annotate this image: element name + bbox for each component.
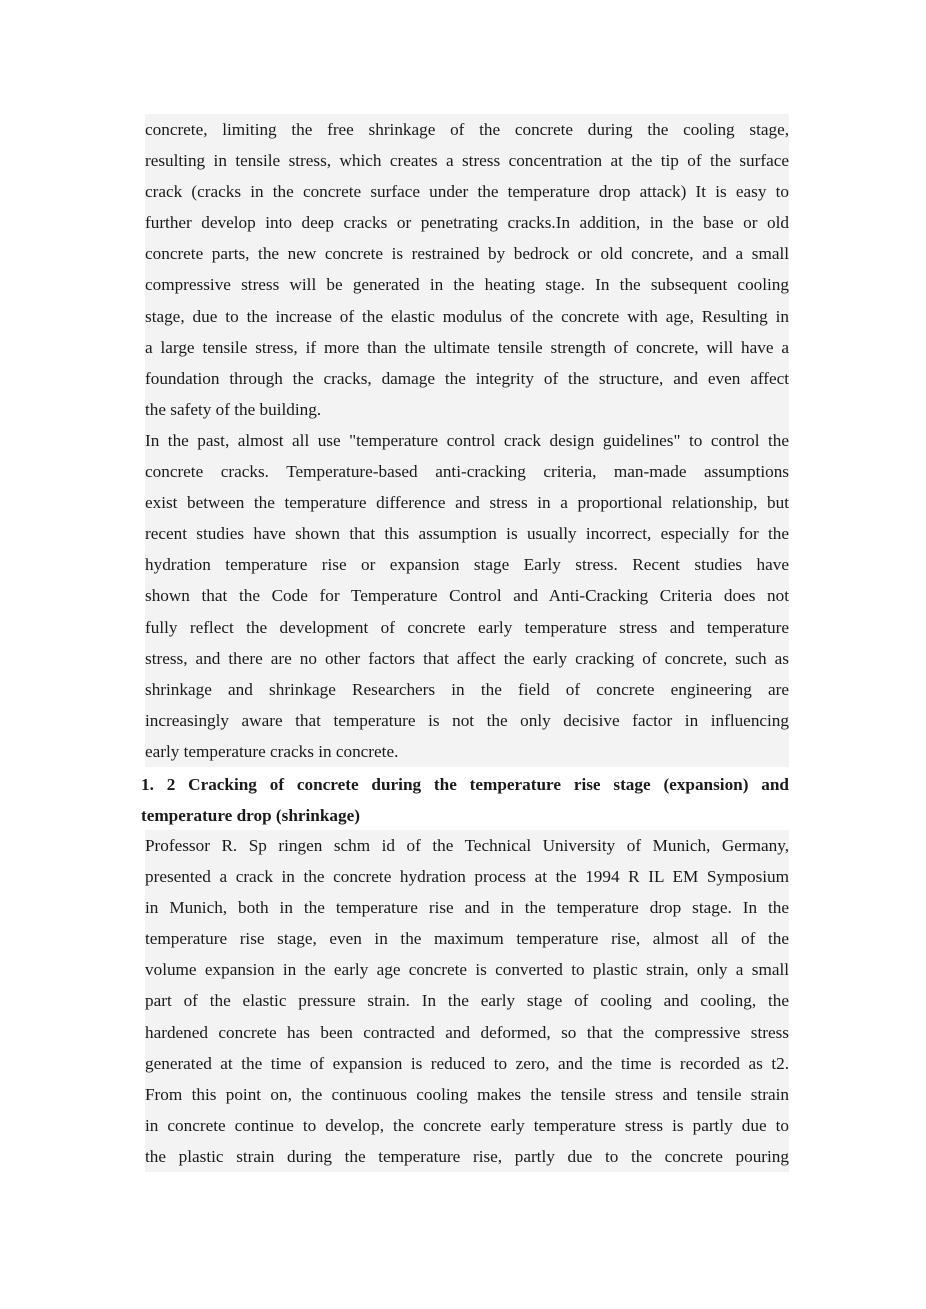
- text-line: In the past, almost all use "temperature control crack design guidelines" to control the: [145, 425, 789, 456]
- text-line: resulting in tensile stress, which creates a stress concentration at the tip of the surface: [145, 145, 789, 176]
- text-line: exist between the temperature difference and stress in a proportional relationship, but: [145, 487, 789, 518]
- heading-line: 1. 2 Cracking of concrete during the temperature rise stage (expansion) and: [141, 769, 789, 800]
- text-line: foundation through the cracks, damage the integrity of the structure, and even affect: [145, 363, 789, 394]
- text-line: concrete, limiting the free shrinkage of the concrete during the cooling stage,: [145, 114, 789, 145]
- text-line: in concrete continue to develop, the concrete early temperature stress is partly due to: [145, 1110, 789, 1141]
- text-line: concrete cracks. Temperature-based anti-cracking criteria, man-made assumptions: [145, 456, 789, 487]
- text-line: shrinkage and shrinkage Researchers in the field of concrete engineering are: [145, 674, 789, 705]
- text-line: in Munich, both in the temperature rise and in the temperature drop stage. In the: [145, 892, 789, 923]
- text-line: compressive stress will be generated in the heating stage. In the subsequent cooling: [145, 269, 789, 300]
- text-line: part of the elastic pressure strain. In the early stage of cooling and cooling, the: [145, 985, 789, 1016]
- text-line: hardened concrete has been contracted and deformed, so that the compressive stress: [145, 1017, 789, 1048]
- text-line: generated at the time of expansion is reduced to zero, and the time is recorded as t2.: [145, 1048, 789, 1079]
- text-line: volume expansion in the early age concrete is converted to plastic strain, only a small: [145, 954, 789, 985]
- text-line: stage, due to the increase of the elastic modulus of the concrete with age, Resulting in: [145, 301, 789, 332]
- section-heading: [141, 769, 789, 831]
- text-line: hydration temperature rise or expansion stage Early stress. Recent studies have: [145, 549, 789, 580]
- text-line: the plastic strain during the temperature rise, partly due to the concrete pouring: [145, 1141, 789, 1172]
- text-line: crack (cracks in the concrete surface under the temperature drop attack) It is easy to: [145, 176, 789, 207]
- text-line: temperature rise stage, even in the maximum temperature rise, almost all of the: [145, 923, 789, 954]
- text-line: early temperature cracks in concrete.: [145, 736, 789, 767]
- text-line: further develop into deep cracks or penetrating cracks.In addition, in the base or old: [145, 207, 789, 238]
- paragraph-design-guidelines: [145, 425, 789, 767]
- text-line: shown that the Code for Temperature Control and Anti-Cracking Criteria does not: [145, 580, 789, 611]
- text-line: fully reflect the development of concrete early temperature stress and temperature: [145, 612, 789, 643]
- text-line: a large tensile stress, if more than the ultimate tensile strength of concrete, will have a: [145, 332, 789, 363]
- text-line: presented a crack in the concrete hydration process at the 1994 R IL EM Symposium: [145, 861, 789, 892]
- text-line: stress, and there are no other factors that affect the early cracking of concrete, such as: [145, 643, 789, 674]
- text-line: From this point on, the continuous cooling makes the tensile stress and tensile strain: [145, 1079, 789, 1110]
- text-line: Professor R. Sp ringen schm id of the Technical University of Munich, Germany,: [145, 830, 789, 861]
- text-line: recent studies have shown that this assumption is usually incorrect, especially for the: [145, 518, 789, 549]
- text-line: increasingly aware that temperature is not the only decisive factor in influencing: [145, 705, 789, 736]
- text-line: the safety of the building.: [145, 394, 789, 425]
- text-line: concrete parts, the new concrete is restrained by bedrock or old concrete, and a small: [145, 238, 789, 269]
- paragraph-springenschmid: [145, 830, 789, 1172]
- paragraph-restraint-cracking: [145, 114, 789, 425]
- heading-line: temperature drop (shrinkage): [141, 800, 789, 831]
